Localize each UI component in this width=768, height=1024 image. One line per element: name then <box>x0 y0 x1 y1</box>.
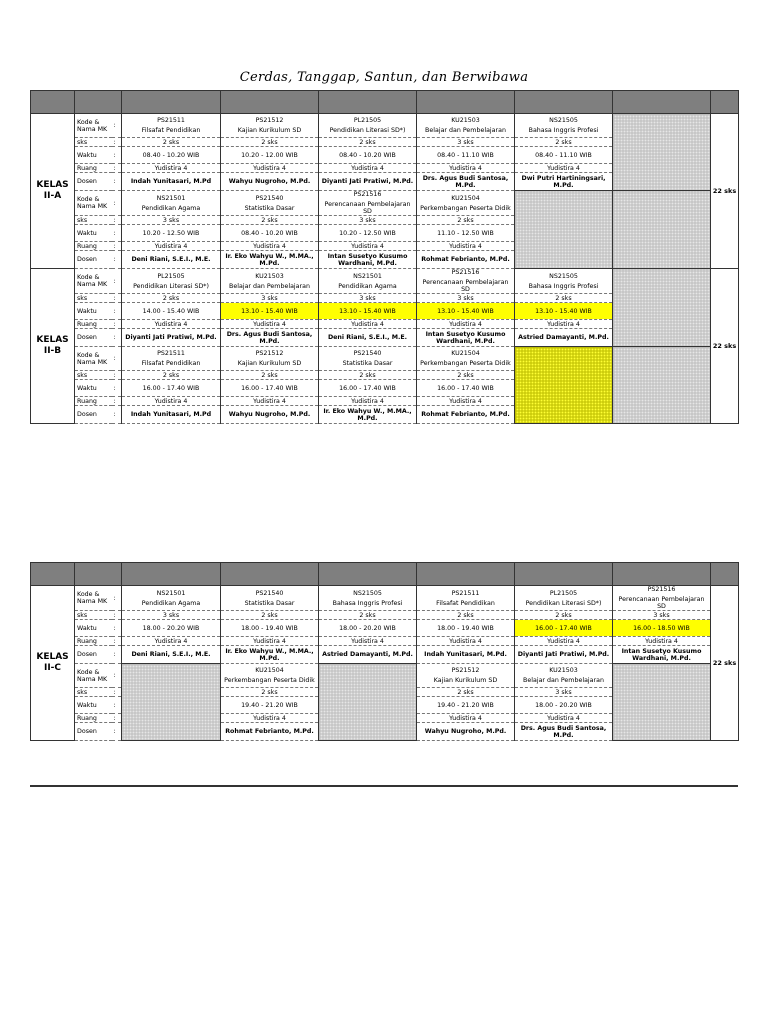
class-name: KELAS II-A <box>31 114 75 269</box>
course-sks: 3 sks <box>417 294 515 303</box>
row-label-kode: Kode & Nama MK <box>75 114 112 138</box>
course-code: KU21503 <box>451 117 480 124</box>
course-waktu: 18.00 - 20.20 WIB <box>319 620 417 637</box>
page-title: Cerdas, Tanggap, Santun, dan Berwibawa <box>239 70 529 85</box>
schedule-table-1 <box>30 90 739 424</box>
course-name: Filsafat Pendidikan <box>141 127 201 134</box>
course-name: Perkembangan Peserta Didik <box>420 360 511 367</box>
course-code: KU21503 <box>549 667 578 674</box>
course-sks: 2 sks <box>319 611 417 620</box>
header-cell <box>613 91 711 114</box>
course-kode <box>417 664 515 688</box>
header-cell <box>221 91 319 114</box>
empty-slot <box>613 664 711 741</box>
course-code: NS21501 <box>156 589 186 597</box>
row-label-dosen: Dosen <box>75 723 112 741</box>
row-label-ruang: Ruang <box>75 242 112 251</box>
course-ruang: Yudistira 4 <box>319 320 417 329</box>
course-name: Filsafat Pendidikan <box>436 599 495 607</box>
course-waktu: 11.10 - 12.50 WIB <box>417 225 515 242</box>
course-name: Statistika Dasar <box>342 360 393 367</box>
header-cell <box>613 563 711 586</box>
course-sks: 3 sks <box>122 611 221 620</box>
schedule-row-dosen <box>31 646 739 664</box>
course-kode <box>515 269 613 294</box>
schedule-row-kode <box>31 191 739 216</box>
course-sks: 3 sks <box>319 294 417 303</box>
row-label-ruang: Ruang <box>75 714 112 723</box>
header-cell <box>31 563 75 586</box>
course-waktu: 16.00 - 17.40 WIB <box>319 380 417 397</box>
course-waktu: 14.00 - 15.40 WIB <box>122 303 221 320</box>
row-label-kode: Kode & Nama MK <box>75 269 112 294</box>
course-kode <box>515 586 613 611</box>
empty-slot <box>613 191 711 269</box>
course-kode <box>613 586 711 611</box>
empty-slot <box>515 191 613 269</box>
course-name: Kajian Kurikulum SD <box>237 360 302 367</box>
course-waktu: 19.40 - 21.20 WIB <box>417 697 515 714</box>
course-kode <box>122 269 221 294</box>
row-label-sks: sks <box>75 688 112 697</box>
course-waktu: 13.10 - 15.40 WIB <box>319 303 417 320</box>
header-cell <box>122 563 221 586</box>
row-label-sks: sks <box>75 216 112 225</box>
course-code: PS21511 <box>451 589 480 597</box>
row-label-dosen: Dosen <box>75 329 112 347</box>
course-code: PS21540 <box>353 350 382 357</box>
course-dosen: Astried Damayanti, M.Pd. <box>319 646 417 664</box>
row-label-colon: : <box>112 347 122 371</box>
empty-slot <box>613 347 711 424</box>
course-sks: 3 sks <box>417 138 515 147</box>
empty-slot <box>319 664 417 741</box>
course-code: PS21511 <box>157 117 185 124</box>
row-label-colon: : <box>112 138 122 147</box>
course-code: PS21512 <box>255 117 284 124</box>
header-cell <box>515 563 613 586</box>
class-total-sks: 22 sks <box>711 269 739 424</box>
course-code: KU21504 <box>451 350 480 357</box>
course-dosen: Ir. Eko Wahyu W., M.MA., M.Pd. <box>319 406 417 424</box>
empty-slot <box>515 347 613 424</box>
course-ruang: Yudistira 4 <box>122 164 221 173</box>
course-waktu: 10.20 - 12.50 WIB <box>319 225 417 242</box>
course-kode <box>417 191 515 216</box>
course-waktu: 18.00 - 19.40 WIB <box>221 620 319 637</box>
course-ruang: Yudistira 4 <box>221 164 319 173</box>
course-sks: 3 sks <box>221 294 319 303</box>
row-label-colon: : <box>112 620 122 637</box>
header-cell <box>417 563 515 586</box>
course-sks: 3 sks <box>515 688 613 697</box>
course-dosen: Rohmat Febrianto, M.Pd. <box>221 723 319 741</box>
course-ruang: Yudistira 4 <box>417 164 515 173</box>
class-total-sks: 22 sks <box>711 586 739 741</box>
course-ruang: Yudistira 4 <box>319 637 417 646</box>
course-name: Bahasa Inggris Profesi <box>528 127 599 134</box>
course-kode <box>515 114 613 138</box>
course-name: Perencanaan Pembelajaran SD <box>422 279 509 293</box>
course-kode <box>319 114 417 138</box>
course-kode <box>122 586 221 611</box>
course-kode <box>319 586 417 611</box>
course-sks: 2 sks <box>515 294 613 303</box>
course-ruang: Yudistira 4 <box>319 164 417 173</box>
schedule-row-kode <box>31 347 739 371</box>
course-name: Bahasa Inggris Profesi <box>332 599 403 607</box>
course-ruang: Yudistira 4 <box>221 637 319 646</box>
course-kode <box>221 269 319 294</box>
course-waktu: 08.40 - 11.10 WIB <box>417 147 515 164</box>
empty-slot <box>613 269 711 347</box>
header-cell <box>75 91 122 114</box>
row-label-kode: Kode & Nama MK <box>75 347 112 371</box>
header-cell <box>31 91 75 114</box>
course-ruang: Yudistira 4 <box>122 637 221 646</box>
course-sks: 2 sks <box>221 688 319 697</box>
course-dosen: Rohmat Febrianto, M.Pd. <box>417 251 515 269</box>
course-waktu: 08.40 - 10.20 WIB <box>221 225 319 242</box>
empty-slot <box>613 114 711 191</box>
row-label-colon: : <box>112 114 122 138</box>
course-code: KU21503 <box>255 272 284 280</box>
header-cell <box>221 563 319 586</box>
course-code: PS21516 <box>353 191 382 198</box>
course-name: Pendidikan Agama <box>141 204 201 212</box>
course-dosen: Intan Susetyo Kusumo Wardhani, M.Pd. <box>319 251 417 269</box>
course-kode <box>417 114 515 138</box>
row-label-ruang: Ruang <box>75 397 112 406</box>
table-header-row <box>31 91 739 114</box>
course-ruang: Yudistira 4 <box>417 320 515 329</box>
course-ruang: Yudistira 4 <box>221 397 319 406</box>
row-label-kode: Kode & Nama MK <box>75 664 112 688</box>
course-sks: 2 sks <box>319 371 417 380</box>
row-label-dosen: Dosen <box>75 646 112 664</box>
row-label-colon: : <box>112 586 122 611</box>
table-header-row <box>31 563 739 586</box>
course-code: PL21505 <box>157 272 185 280</box>
row-label-sks: sks <box>75 611 112 620</box>
course-ruang: Yudistira 4 <box>417 397 515 406</box>
course-code: PS21540 <box>255 589 284 597</box>
course-waktu: 18.00 - 20.20 WIB <box>515 697 613 714</box>
course-name: Kajian Kurikulum SD <box>237 127 302 134</box>
course-sks: 2 sks <box>515 138 613 147</box>
course-name: Statistika Dasar <box>244 204 295 212</box>
schedule-row-ruang <box>31 637 739 646</box>
course-name: Belajar dan Pembelajaran <box>425 127 506 134</box>
schedule-table-2 <box>30 562 739 741</box>
row-label-colon: : <box>112 664 122 688</box>
row-label-ruang: Ruang <box>75 320 112 329</box>
course-sks: 2 sks <box>417 371 515 380</box>
course-sks: 2 sks <box>417 688 515 697</box>
row-label-colon: : <box>112 611 122 620</box>
course-kode <box>122 114 221 138</box>
course-dosen: Diyanti Jati Pratiwi, M.Pd. <box>319 173 417 191</box>
course-dosen: Dwi Putri Hartiningsari, M.Pd. <box>515 173 613 191</box>
course-ruang: Yudistira 4 <box>319 397 417 406</box>
row-label-colon: : <box>112 637 122 646</box>
course-code: PS21540 <box>255 194 284 202</box>
header-cell <box>122 91 221 114</box>
course-kode <box>417 586 515 611</box>
course-code: PS21512 <box>255 350 284 357</box>
row-label-colon: : <box>112 714 122 723</box>
row-label-colon: : <box>112 216 122 225</box>
course-kode <box>221 586 319 611</box>
course-name: Pendidikan Literasi SD*) <box>133 282 209 290</box>
course-code: PS21511 <box>157 350 185 357</box>
row-label-waktu: Waktu <box>75 303 112 320</box>
row-label-waktu: Waktu <box>75 380 112 397</box>
row-label-colon: : <box>112 242 122 251</box>
row-label-colon: : <box>112 269 122 294</box>
course-dosen: Diyanti Jati Pratiwi, M.Pd. <box>122 329 221 347</box>
course-dosen: Deni Riani, S.E.I., M.E. <box>122 251 221 269</box>
course-ruang: Yudistira 4 <box>515 164 613 173</box>
course-waktu: 16.00 - 17.40 WIB <box>221 380 319 397</box>
course-kode <box>122 347 221 371</box>
course-kode <box>319 269 417 294</box>
course-name: Belajar dan Pembelajaran <box>523 677 604 684</box>
course-code: KU21504 <box>255 667 284 674</box>
course-code: NS21505 <box>353 589 382 597</box>
class-total-sks: 22 sks <box>711 114 739 269</box>
course-waktu: 10.20 - 12.00 WIB <box>221 147 319 164</box>
row-label-sks: sks <box>75 138 112 147</box>
course-ruang: Yudistira 4 <box>221 714 319 723</box>
course-waktu: 18.00 - 20.20 WIB <box>122 620 221 637</box>
course-waktu: 13.10 - 15.40 WIB <box>515 303 613 320</box>
course-name: Filsafat Pendidikan <box>141 360 201 367</box>
course-sks: 2 sks <box>221 611 319 620</box>
row-label-colon: : <box>112 251 122 269</box>
course-kode <box>417 347 515 371</box>
header-cell <box>711 563 739 586</box>
course-dosen: Ir. Eko Wahyu W., M.MA., M.Pd. <box>221 646 319 664</box>
class-name: KELAS II-C <box>31 586 75 741</box>
course-sks: 2 sks <box>319 138 417 147</box>
schedule-row-kode <box>31 114 739 138</box>
header-cell <box>75 563 122 586</box>
course-waktu: 16.00 - 17.40 WIB <box>122 380 221 397</box>
course-waktu: 10.20 - 12.50 WIB <box>122 225 221 242</box>
header-cell <box>711 91 739 114</box>
schedule-row-kode <box>31 269 739 294</box>
row-label-waktu: Waktu <box>75 620 112 637</box>
course-waktu: 08.40 - 10.20 WIB <box>319 147 417 164</box>
row-label-colon: : <box>112 329 122 347</box>
row-label-colon: : <box>112 294 122 303</box>
row-label-colon: : <box>112 380 122 397</box>
course-ruang: Yudistira 4 <box>613 637 711 646</box>
course-ruang: Yudistira 4 <box>515 320 613 329</box>
row-label-colon: : <box>112 723 122 741</box>
course-name: Pendidikan Agama <box>141 599 201 607</box>
course-dosen: Ir. Eko Wahyu W., M.MA., M.Pd. <box>221 251 319 269</box>
row-label-waktu: Waktu <box>75 147 112 164</box>
schedule-row-kode <box>31 664 739 688</box>
row-label-sks: sks <box>75 294 112 303</box>
course-name: Belajar dan Pembelajaran <box>229 282 310 290</box>
course-sks: 2 sks <box>221 371 319 380</box>
course-dosen: Indah Yunitasari, M.Pd <box>122 406 221 424</box>
course-dosen: Indah Yunitasari, M.Pd <box>122 173 221 191</box>
course-name: Statistika Dasar <box>244 599 295 607</box>
course-dosen: Rohmat Febrianto, M.Pd. <box>417 406 515 424</box>
course-code: NS21501 <box>156 194 186 202</box>
row-label-colon: : <box>112 164 122 173</box>
course-dosen: Astried Damayanti, M.Pd. <box>515 329 613 347</box>
course-sks: 3 sks <box>319 216 417 225</box>
course-ruang: Yudistira 4 <box>515 714 613 723</box>
course-dosen: Deni Riani, S.E.I., M.E. <box>319 329 417 347</box>
course-name: Pendidikan Agama <box>338 282 397 290</box>
course-name: Pendidikan Literasi SD*) <box>329 127 406 134</box>
header-cell <box>417 91 515 114</box>
row-label-colon: : <box>112 191 122 216</box>
course-ruang: Yudistira 4 <box>221 320 319 329</box>
course-waktu: 16.00 - 18.50 WIB <box>613 620 711 637</box>
course-sks: 2 sks <box>515 611 613 620</box>
row-label-colon: : <box>112 147 122 164</box>
course-kode <box>221 191 319 216</box>
row-label-dosen: Dosen <box>75 406 112 424</box>
course-dosen: Indah Yunitasari, M.Pd. <box>417 646 515 664</box>
course-code: NS21501 <box>353 272 382 280</box>
row-label-dosen: Dosen <box>75 173 112 191</box>
schedule-row-waktu <box>31 620 739 637</box>
course-waktu: 19.40 - 21.20 WIB <box>221 697 319 714</box>
course-waktu: 08.40 - 10.20 WIB <box>122 147 221 164</box>
course-code: PS21516 <box>647 586 676 593</box>
course-code: PS21516 <box>451 269 480 276</box>
header-cell <box>319 563 417 586</box>
course-kode <box>417 269 515 294</box>
row-label-colon: : <box>112 406 122 424</box>
row-label-ruang: Ruang <box>75 164 112 173</box>
course-sks: 2 sks <box>417 216 515 225</box>
row-label-colon: : <box>112 646 122 664</box>
course-code: KU21504 <box>451 194 480 202</box>
row-label-colon: : <box>112 697 122 714</box>
course-ruang: Yudistira 4 <box>221 242 319 251</box>
course-ruang: Yudistira 4 <box>122 242 221 251</box>
course-kode <box>319 347 417 371</box>
table-bottom-rule <box>30 785 738 787</box>
course-ruang: Yudistira 4 <box>122 397 221 406</box>
empty-slot <box>122 664 221 741</box>
course-name: Pendidikan Literasi SD*) <box>525 599 602 607</box>
row-label-dosen: Dosen <box>75 251 112 269</box>
course-sks: 2 sks <box>122 138 221 147</box>
course-ruang: Yudistira 4 <box>417 714 515 723</box>
course-waktu: 16.00 - 17.40 WIB <box>417 380 515 397</box>
course-ruang: Yudistira 4 <box>417 637 515 646</box>
course-waktu: 16.00 - 17.40 WIB <box>515 620 613 637</box>
course-code: PL21505 <box>353 117 382 124</box>
row-label-colon: : <box>112 173 122 191</box>
course-dosen: Drs. Agus Budi Santosa, M.Pd. <box>221 329 319 347</box>
course-ruang: Yudistira 4 <box>319 242 417 251</box>
course-kode <box>122 191 221 216</box>
header-cell <box>515 91 613 114</box>
course-name: Perencanaan Pembelajaran SD <box>324 201 411 215</box>
class-name: KELAS II-B <box>31 269 75 424</box>
course-sks: 2 sks <box>221 216 319 225</box>
course-name: Perencanaan Pembelajaran SD <box>618 596 705 610</box>
row-label-waktu: Waktu <box>75 697 112 714</box>
course-kode <box>221 114 319 138</box>
course-dosen: Wahyu Nugroho, M.Pd. <box>221 406 319 424</box>
course-code: NS21505 <box>549 272 578 280</box>
course-kode <box>515 664 613 688</box>
course-code: PL21505 <box>549 589 578 597</box>
course-dosen: Diyanti Jati Pratiwi, M.Pd. <box>515 646 613 664</box>
course-dosen: Wahyu Nugroho, M.Pd. <box>221 173 319 191</box>
header-cell <box>319 91 417 114</box>
course-sks: 2 sks <box>417 611 515 620</box>
row-label-kode: Kode & Nama MK <box>75 191 112 216</box>
row-label-colon: : <box>112 225 122 242</box>
course-ruang: Yudistira 4 <box>417 242 515 251</box>
course-name: Kajian Kurikulum SD <box>433 677 498 684</box>
course-kode <box>221 347 319 371</box>
course-waktu: 18.00 - 19.40 WIB <box>417 620 515 637</box>
row-label-colon: : <box>112 371 122 380</box>
schedule-row-sks <box>31 611 739 620</box>
course-name: Bahasa Inggris Profesi <box>528 282 599 290</box>
row-label-sks: sks <box>75 371 112 380</box>
course-dosen: Deni Riani, S.E.I., M.E. <box>122 646 221 664</box>
row-label-kode: Kode & Nama MK <box>75 586 112 611</box>
course-dosen: Intan Susetyo Kusumo Wardhani, M.Pd. <box>417 329 515 347</box>
course-ruang: Yudistira 4 <box>515 637 613 646</box>
course-sks: 3 sks <box>613 611 711 620</box>
course-waktu: 13.10 - 15.40 WIB <box>417 303 515 320</box>
course-waktu: 13.10 - 15.40 WIB <box>221 303 319 320</box>
course-sks: 2 sks <box>122 294 221 303</box>
course-name: Perkembangan Peserta Didik <box>224 677 315 684</box>
course-dosen: Intan Susetyo Kusumo Wardhani, M.Pd. <box>613 646 711 664</box>
course-name: Perkembangan Peserta Didik <box>420 204 511 212</box>
course-code: PS21512 <box>451 667 480 674</box>
course-sks: 2 sks <box>221 138 319 147</box>
row-label-colon: : <box>112 320 122 329</box>
course-waktu: 08.40 - 11.10 WIB <box>515 147 613 164</box>
row-label-colon: : <box>112 397 122 406</box>
schedule-row-kode <box>31 586 739 611</box>
course-code: NS21505 <box>549 117 578 124</box>
row-label-waktu: Waktu <box>75 225 112 242</box>
course-kode <box>319 191 417 216</box>
row-label-colon: : <box>112 688 122 697</box>
row-label-colon: : <box>112 303 122 320</box>
course-kode <box>221 664 319 688</box>
course-dosen: Drs. Agus Budi Santosa, M.Pd. <box>417 173 515 191</box>
course-sks: 2 sks <box>122 371 221 380</box>
course-sks: 3 sks <box>122 216 221 225</box>
course-ruang: Yudistira 4 <box>122 320 221 329</box>
course-dosen: Wahyu Nugroho, M.Pd. <box>417 723 515 741</box>
course-dosen: Drs. Agus Budi Santosa, M.Pd. <box>515 723 613 741</box>
row-label-ruang: Ruang <box>75 637 112 646</box>
